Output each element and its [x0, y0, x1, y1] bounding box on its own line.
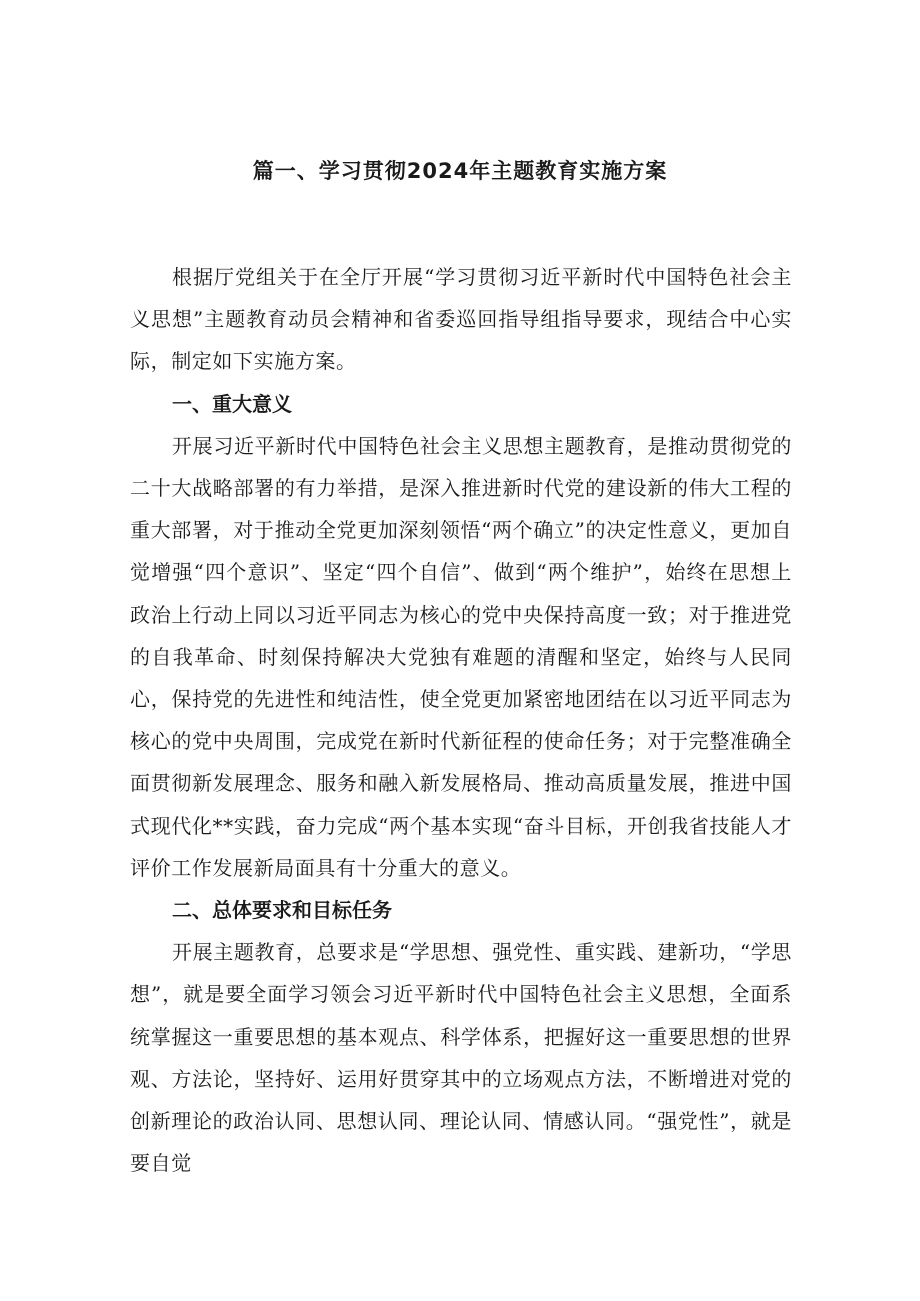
section-heading-requirements: 二、总体要求和目标任务	[172, 898, 392, 923]
section-heading-significance: 一、重大意义	[172, 391, 292, 416]
document-title: 篇一、学习贯彻2024年主题教育实施方案	[252, 159, 668, 183]
document-body	[130, 256, 792, 1184]
section-paragraph-requirements: 开展主题教育，总要求是“学思想、强党性、重实践、建新功，“学思想”，就是要全面学习领会习近平新时代中国特色社会主义思想，全面系统掌握这一重要思想的基本观点、科学体系，把握好这一重要思想的世界观、方法论，坚持好、运用好贯穿其中的立场观点方法，不断增进对党的创新理论的政治认同、思想认同、理论认同、情感认同。“强党性”，就是要自觉	[130, 940, 792, 1176]
section-paragraph-significance: 开展习近平新时代中国特色社会主义思想主题教育，是推动贯彻党的二十大战略部署的有力举措，是深入推进新时代党的建设新的伟大工程的重大部署，对于推动全党更加深刻领悟“两个确立”的决定性意义，更加自觉增强“四个意识”、坚定“四个自信”、做到“两个维护”，始终在思想上政治上行动上同以习近平同志为核心的党中央保持高度一致；对于推进党的自我革命、时刻保持解决大党独有难题的清醒和坚定，始终与人民同心，保持党的先进性和纯洁性，使全党更加紧密地团结在以习近平同志为核心的党中央周围，完成党在新时代新征程的使命任务；对于完整准确全面贯彻新发展理念、服务和融入新发展格局、推动高质量发展，推进中国式现代化**实践，奋力完成“两个基本实现“奋斗目标，开创我省技能人才评价工作发展新局面具有十分重大的意义。	[130, 433, 792, 880]
intro-paragraph: 根据厅党组关于在全厅开展“学习贯彻习近平新时代中国特色社会主义思想”主题教育动员会精神和省委巡回指导组指导要求，现结合中心实际，制定如下实施方案。	[130, 265, 792, 374]
